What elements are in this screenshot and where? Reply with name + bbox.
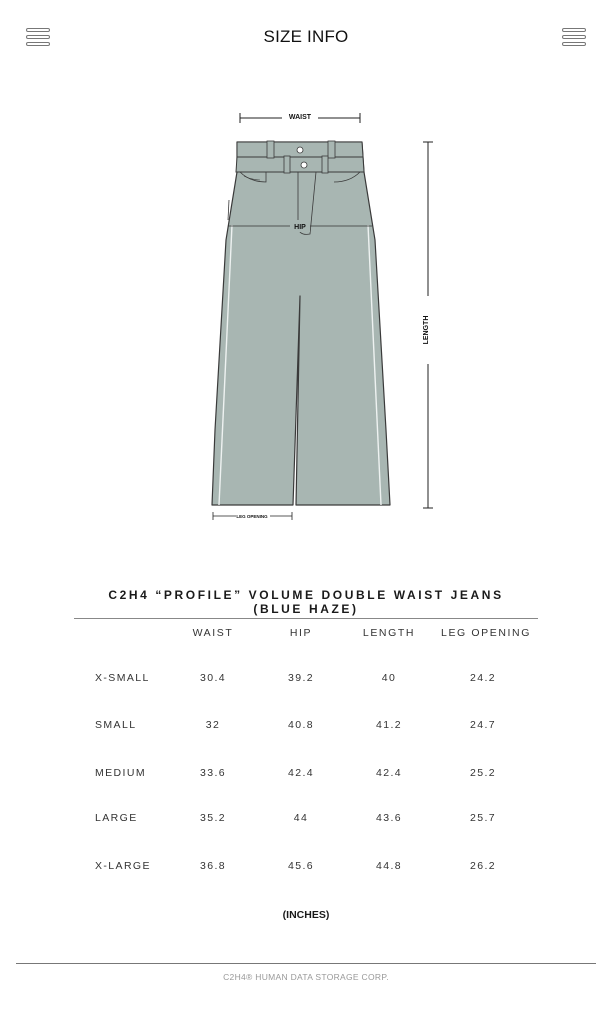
table-cell: 25.7 (469, 812, 497, 824)
table-cell: 44 (293, 812, 309, 824)
table-cell: 32 (205, 719, 221, 731)
product-title-line1: C2H4 “PROFILE” VOLUME DOUBLE WAIST JEANS (108, 588, 504, 602)
footer-text: C2H4® HUMAN DATA STORAGE CORP. (223, 972, 389, 982)
table-cell: 42.4 (375, 767, 403, 779)
menu-icon[interactable] (562, 28, 586, 46)
table-cell: 40.8 (287, 719, 315, 731)
table-cell: 30.4 (199, 672, 227, 684)
footer-divider (16, 963, 596, 964)
size-label: MEDIUM (95, 767, 146, 779)
jeans-diagram (0, 100, 612, 530)
table-cell: 26.2 (469, 860, 497, 872)
length-label: LENGTH (423, 315, 430, 345)
waist-label: WAIST (288, 114, 312, 121)
hip-label: HIP (294, 224, 306, 231)
column-header-hip: HIP (289, 627, 313, 639)
length-dimension (423, 142, 433, 508)
table-cell: 24.7 (469, 719, 497, 731)
table-cell: 40 (381, 672, 397, 684)
table-cell: 33.6 (199, 767, 227, 779)
units-label: (INCHES) (282, 909, 330, 921)
page-title: SIZE INFO (263, 27, 349, 46)
product-title (0, 588, 612, 616)
product-title-line2: (BLUE HAZE) (253, 602, 359, 616)
table-cell: 42.4 (287, 767, 315, 779)
column-header-waist: WAIST (192, 627, 234, 639)
table-cell: 39.2 (287, 672, 315, 684)
table-cell: 36.8 (199, 860, 227, 872)
size-label: LARGE (95, 812, 138, 824)
table-divider (74, 618, 538, 619)
table-cell: 24.2 (469, 672, 497, 684)
column-header-leg-opening: LEG OPENING (441, 627, 531, 639)
table-cell: 43.6 (375, 812, 403, 824)
waist-dimension (240, 110, 360, 124)
size-label: SMALL (95, 719, 137, 731)
jeans-illustration (212, 141, 390, 505)
size-label: X-LARGE (95, 860, 151, 872)
table-cell: 25.2 (469, 767, 497, 779)
table-cell: 45.6 (287, 860, 315, 872)
leg-opening-label: LEG OPENING (236, 514, 268, 519)
size-label: X-SMALL (95, 672, 150, 684)
table-cell: 35.2 (199, 812, 227, 824)
leg-opening-dimension (213, 512, 292, 520)
table-cell: 41.2 (375, 719, 403, 731)
column-header-length: LENGTH (362, 627, 416, 639)
table-cell: 44.8 (375, 860, 403, 872)
